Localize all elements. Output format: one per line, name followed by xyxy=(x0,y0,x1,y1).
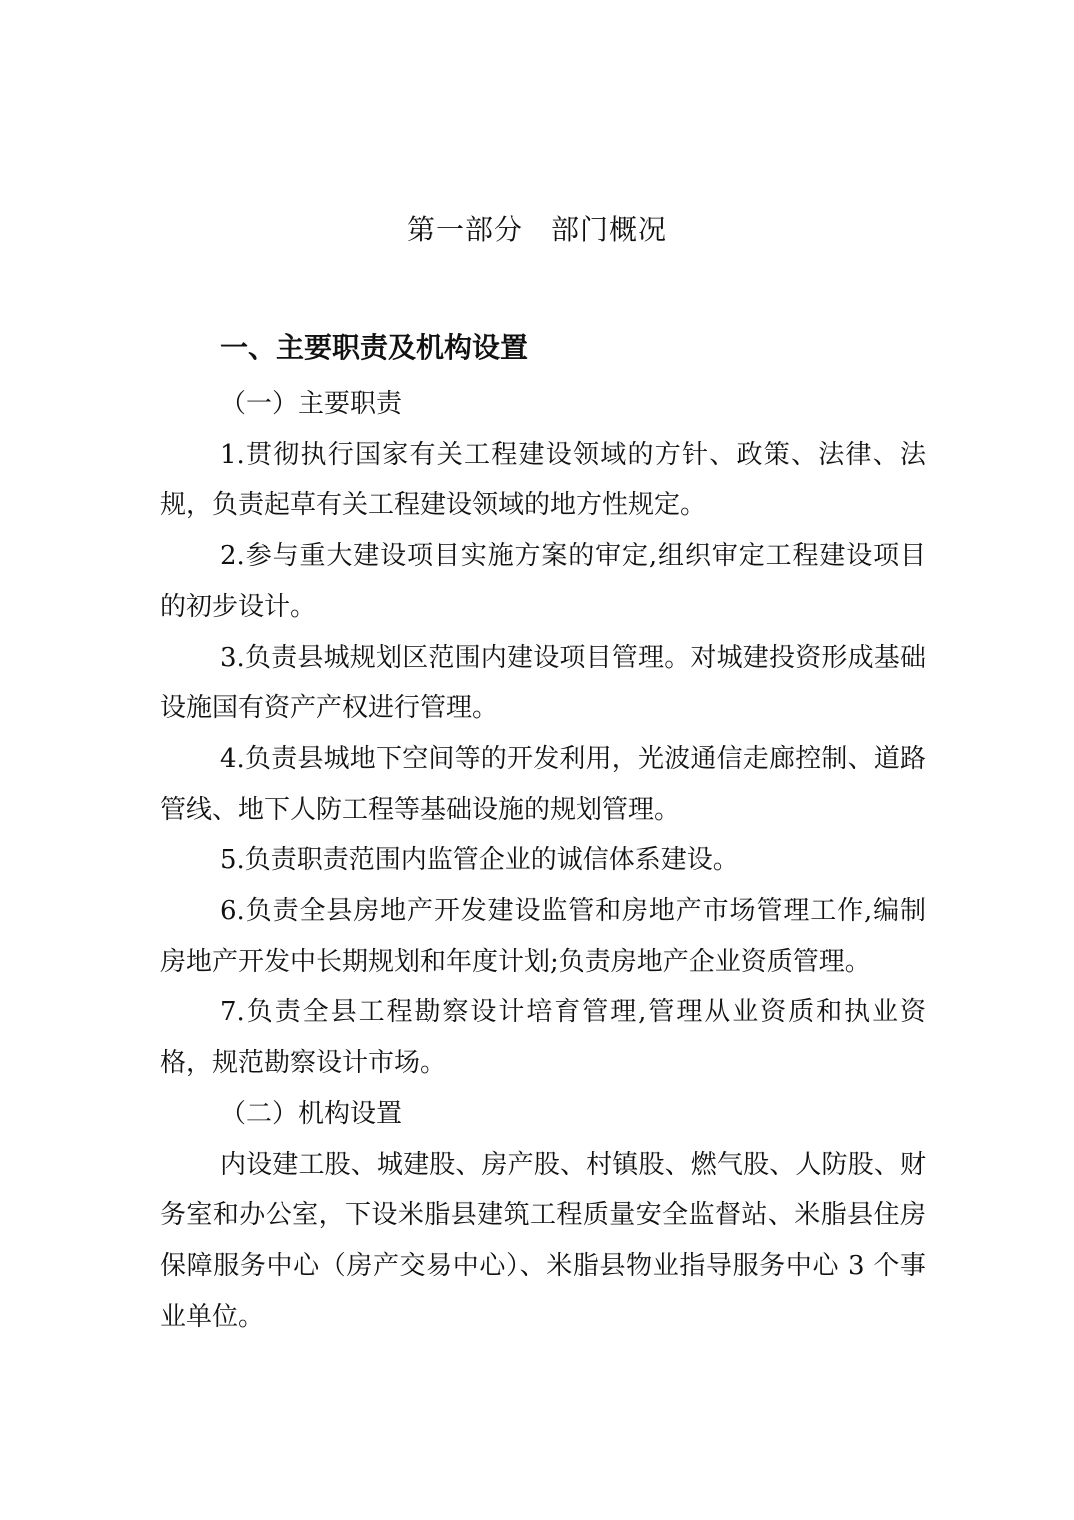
duty-item-5: 5.负责职责范围内监管企业的诚信体系建设。 xyxy=(220,845,739,876)
title-part-2: 部门概况 xyxy=(551,213,668,246)
title-part-1: 第一部分 xyxy=(406,213,523,246)
duty-item-1: 1.贯彻执行国家有关工程建设领域的方针、政策、法律、法规，负责起草有关工程建设领域的地方性规定。 xyxy=(160,439,926,521)
duty-item-3: 3.负责县城规划区范围内建设项目管理。对城建投资形成基础设施国有资产产权进行管理。 xyxy=(160,642,926,724)
duty-item-2: 2.参与重大建设项目实施方案的审定,组织审定工程建设项目的初步设计。 xyxy=(160,541,926,622)
duty-item-7: 7.负责全县工程勘察设计培育管理,管理从业资质和执业资格，规范勘察设计市场。 xyxy=(160,997,926,1079)
page-title xyxy=(0,208,1074,252)
section-heading: 一、主要职责及机构设置 xyxy=(220,331,529,364)
subsection-heading-duties: （一）主要职责 xyxy=(220,389,403,419)
organization-paragraph: 内设建工股、城建股、房产股、村镇股、燃气股、人防股、财务室和办公室，下设米脂县建筑工程质量安全监督站、米脂县住房保障服务中心（房产交易中心）、米脂县物业指导服务中心 3 个事业单位。 xyxy=(160,1149,926,1332)
duty-item-6: 6.负责全县房地产开发建设监管和房地产市场管理工作,编制房地产开发中长期规划和年度计划;负责房地产企业资质管理。 xyxy=(160,896,926,977)
duty-item-4: 4.负责县城地下空间等的开发利用，光波通信走廊控制、道路管线、地下人防工程等基础设施的规划管理。 xyxy=(160,743,926,825)
document-body xyxy=(160,379,926,1342)
subsection-heading-organization: （二）机构设置 xyxy=(220,1098,403,1129)
